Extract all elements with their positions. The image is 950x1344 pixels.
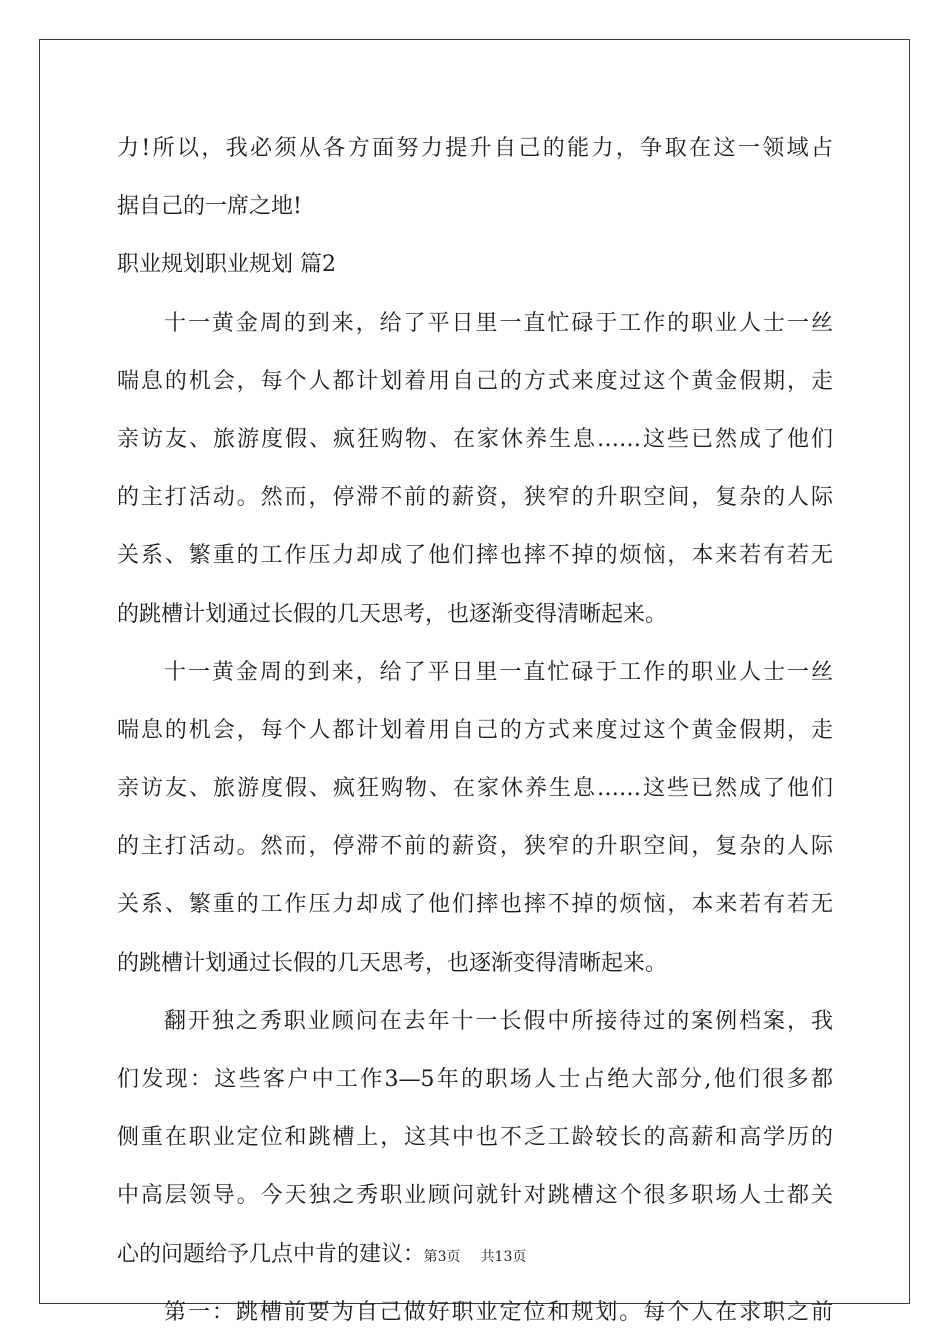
text-line: 的主打活动。然而，停滞不前的薪资，狭窄的升职空间，复杂的人际: [117, 834, 833, 860]
text-line: 的主打活动。然而，停滞不前的薪资，狭窄的升职空间，复杂的人际: [117, 485, 833, 511]
text-line: 十一黄金周的到来，给了平日里一直忙碌于工作的职业人士一丝: [164, 310, 833, 336]
page-footer: [0, 1246, 950, 1266]
text-line: 喘息的机会，每个人都计划着用自己的方式来度过这个黄金假期，走: [117, 717, 833, 743]
text-line: 据自己的一席之地!: [117, 194, 302, 220]
text-line: 中高层领导。今天独之秀职业顾问就针对跳槽这个很多职场人士都关: [117, 1183, 833, 1209]
text-line: 喘息的机会，每个人都计划着用自己的方式来度过这个黄金假期，走: [117, 368, 833, 394]
document-body: [117, 120, 833, 1342]
text-line: 第一：跳槽前要为自己做好职业定位和规划。每个人在求职之前: [164, 1299, 833, 1325]
text-line: 的跳槽计划通过长假的几天思考，也逐渐变得清晰起来。: [117, 950, 668, 976]
text-line: 关系、繁重的工作压力却成了他们摔也摔不掉的烦恼，本来若有若无: [117, 543, 833, 569]
text-line: 侧重在职业定位和跳槽上，这其中也不乏工龄较长的高薪和高学历的: [117, 1125, 833, 1151]
page-total: 共13页: [480, 1249, 527, 1265]
text-line: 力!所以，我必须从各方面努力提升自己的能力，争取在这一领域占: [117, 136, 833, 161]
text-line: 关系、繁重的工作压力却成了他们摔也摔不掉的烦恼，本来若有若无: [117, 892, 833, 918]
text-line: 们发现：这些客户中工作3—5年的职场人士占绝大部分,他们很多都: [117, 1067, 833, 1092]
text-line: 心的问题给予几点中肯的建议：: [117, 1241, 426, 1267]
text-line: 亲访友、旅游度假、疯狂购物、在家休养生息……这些已然成了他们: [117, 776, 833, 802]
text-line: 的跳槽计划通过长假的几天思考，也逐渐变得清晰起来。: [117, 601, 668, 627]
text-line: 翻开独之秀职业顾问在去年十一长假中所接待过的案例档案，我: [164, 1008, 833, 1034]
text-line: 职业规划职业规划 篇2: [117, 252, 336, 278]
text-line: 亲访友、旅游度假、疯狂购物、在家休养生息……这些已然成了他们: [117, 426, 833, 452]
page-number: 第3页: [423, 1249, 461, 1265]
text-line: 十一黄金周的到来，给了平日里一直忙碌于工作的职业人士一丝: [164, 659, 833, 685]
